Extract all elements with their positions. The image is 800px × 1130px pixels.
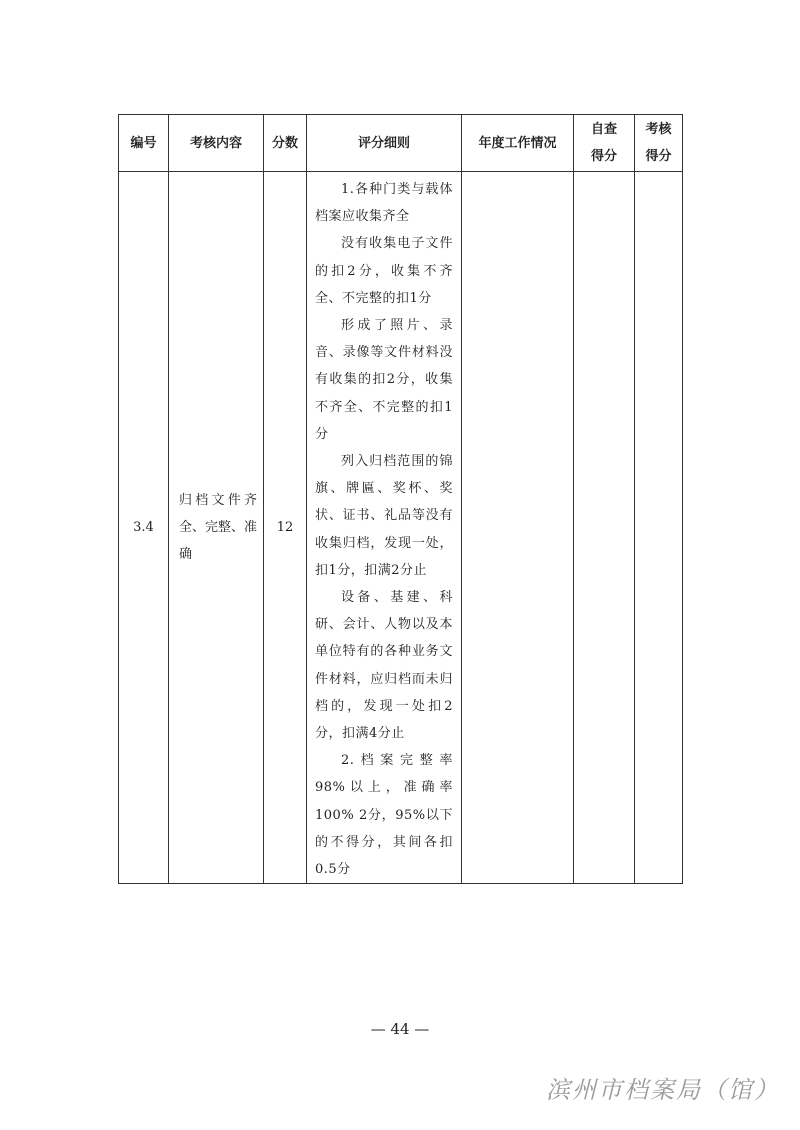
watermark: 滨州市档案局（馆）: [546, 1076, 780, 1104]
header-content: 考核内容: [169, 115, 264, 172]
header-annual-work: 年度工作情况: [462, 115, 574, 172]
row-number: 3.4: [119, 172, 169, 884]
table-row: [119, 172, 683, 884]
table-header-row: [119, 115, 683, 172]
detail-item-1: 1.各种门类与载体档案应收集齐全: [315, 182, 453, 225]
row-score: 12: [264, 172, 307, 884]
header-number: 编号: [119, 115, 169, 172]
detail-item-6: 2.档案完整率 98%以上，准确率100% 2分，95%以下的不得分，其间各扣0.5分: [315, 753, 453, 878]
row-details: [307, 172, 462, 884]
detail-item-3: 形成了照片、录音、录像等文件材料没有收集的扣2分，收集不齐全、不完整的扣1分: [315, 318, 453, 442]
header-self-score: 自查 得分: [574, 115, 635, 172]
detail-item-5: 设备、基建、科研、会计、人物以及本单位特有的各种业务文件材料，应归档而未归档的，发现一处扣2分，扣满4分止: [315, 590, 453, 742]
row-review-score: [635, 172, 683, 884]
row-annual-work: [462, 172, 574, 884]
row-content: 归档文件齐全、完整、准确: [169, 172, 264, 884]
header-details: 评分细则: [307, 115, 462, 172]
header-review-score: 考核 得分: [635, 115, 683, 172]
detail-item-2: 没有收集电子文件的扣2分，收集不齐全、不完整的扣1分: [315, 236, 453, 306]
page-number: — 44 —: [370, 1020, 430, 1038]
detail-item-4: 列入归档范围的锦旗、牌匾、奖杯、奖状、证书、礼品等没有收集归档，发现一处，扣1分，扣满2分止: [315, 454, 453, 578]
header-score: 分数: [264, 115, 307, 172]
evaluation-table: [118, 114, 683, 884]
row-self-score: [574, 172, 635, 884]
